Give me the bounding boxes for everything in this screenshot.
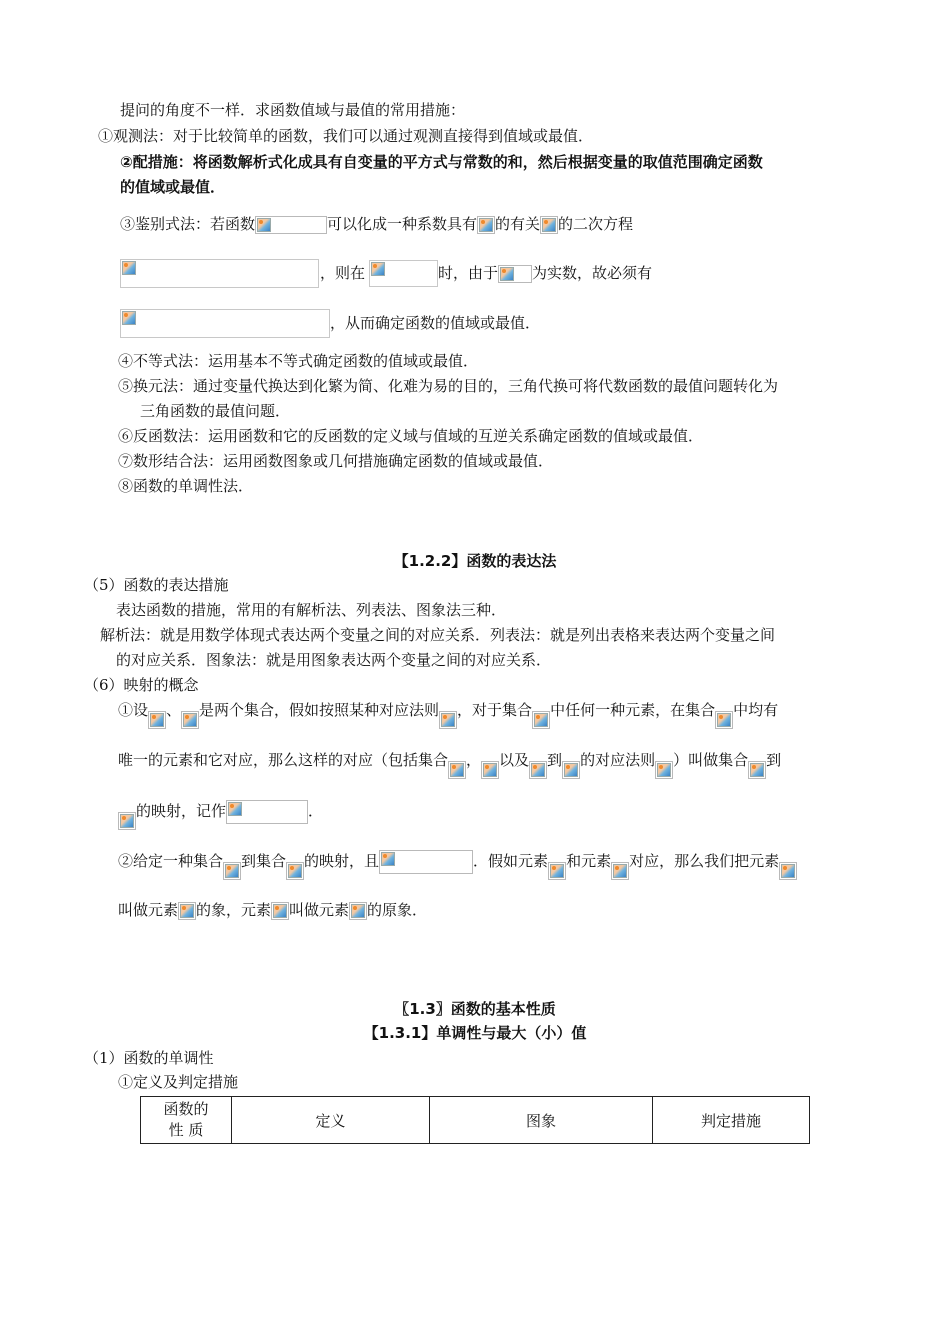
text-fragment: ．假如元素 [473,852,549,870]
text-fragment: 的映射，且 [304,852,380,870]
table-header-row [141,1097,810,1144]
text-fragment: ，对于集合 [457,701,533,719]
subsection-title-mapping: （6）映射的概念 [84,676,199,694]
range-intro: 提问的角度不一样．求函数值域与最值的常用措施： [120,101,466,119]
formula-image-icon [118,812,136,830]
formula-image-box [369,260,438,287]
method-discriminant-line2 [438,263,652,283]
mapping-def-line3 [118,800,323,830]
text-fragment: 以及 [499,751,530,769]
formula-image-icon [349,902,367,920]
text-fragment: 到 [547,751,563,769]
method-monotonic: ⑧函数的单调性法． [118,477,254,495]
text-fragment: 为实数，故必须有 [532,264,653,282]
text-fragment: 的象，元素 [196,901,272,919]
formula-image-icon [655,761,673,779]
formula-image-icon [611,862,629,880]
formula-image-icon [548,862,566,880]
formula-image-icon [779,862,797,880]
formula-image-icon [477,216,495,234]
paragraph-representation-2: 解析法：就是用数学体现式表达两个变量之间的对应关系．列表法：就是列出表格来表达两个变量之间 [100,626,776,644]
method-graph: ⑦数形结合法：运用函数图象或几何措施确定函数的值域或最值． [118,452,554,470]
section-heading-131: 【1.3.1】单调性与最大（小）值 [363,1024,587,1042]
text-fragment: 中均有 [733,701,779,719]
text-fragment: ③鉴别式法：若函数 [120,215,256,233]
table-header-text: 性 质 [168,1121,204,1139]
subsection-subtitle-definition: ①定义及判定措施 [118,1073,239,1091]
mapping-def-line2 [118,750,781,779]
text-fragment: 的二次方程 [558,215,634,233]
text-fragment: 和元素 [566,852,612,870]
formula-image-icon [439,711,457,729]
method-inverse: ⑥反函数法：运用函数和它的反函数的定义域与值域的互逆关系确定函数的值域或最值． [118,427,704,445]
text-fragment: ②给定一种集合 [118,852,224,870]
formula-image-icon [181,711,199,729]
method-inequality: ④不等式法：运用基本不等式确定函数的值域或最值． [118,352,479,370]
method-substitution-line2: 三角函数的最值问题． [140,402,291,420]
method-substitution-line1: ⑤换元法：通过变量代换达到化繁为简、化难为易的目的，三角代换可将代数函数的最值问题转化为 [118,377,779,395]
formula-image-icon [448,761,466,779]
table-header-text: 函数的 [163,1100,209,1118]
text-fragment: 可以化成一种系数具有 [327,215,478,233]
text-fragment: ． [308,802,324,820]
formula-image-icon [562,761,580,779]
paragraph-representation-3: 的对应关系．图象法：就是用图象表达两个变量之间的对应关系． [116,651,552,669]
formula-image-box [120,259,319,288]
subsection-title-monotonic: （1）函数的单调性 [84,1049,214,1067]
formula-image-icon [540,216,558,234]
formula-image-icon [223,862,241,880]
text-fragment: 到 [766,751,782,769]
formula-image-icon [370,261,388,279]
section-heading-122: 【1.2.2】函数的表达法 [393,552,557,570]
text-fragment: 的有关 [495,215,541,233]
formula-image-icon [255,216,327,234]
formula-image-icon [271,902,289,920]
table-header-graph: 图象 [430,1097,653,1144]
paragraph-representation-1: 表达函数的措施，常用的有解析法、列表法、图象法三种． [116,601,507,619]
method-discriminant-line1 [120,214,633,234]
formula-image-icon [379,850,473,874]
formula-image-icon [481,761,499,779]
section-heading-13: 〖1.3〗函数的基本性质 [394,1000,556,1018]
table-header-criteria: 判定措施 [653,1097,810,1144]
text-fragment: 唯一的元素和它对应，那么这样的对应（包括集合 [118,751,449,769]
method-completing-square-line1: ②配措施：将函数解析式化成具有自变量的平方式与常数的和，然后根据变量的取值范围确定函数 [120,153,763,171]
text-fragment: 叫做元素 [289,901,350,919]
mapping-def-line1 [118,700,778,729]
text-fragment: 是两个集合，假如按照某种对应法则 [199,701,440,719]
formula-image-icon [121,260,139,278]
formula-image-icon [148,711,166,729]
text-fragment: 时，由于 [438,264,499,282]
text-fragment: 到集合 [241,852,287,870]
formula-image-icon [286,862,304,880]
text-fragment: 、 [166,701,182,719]
text-fragment: 的对应法则 [580,751,656,769]
formula-image-icon [529,761,547,779]
method-discriminant-line3: ，从而确定函数的值域或最值． [330,314,541,332]
formula-image-icon [178,902,196,920]
formula-image-icon [748,761,766,779]
method-observation: ①观测法：对于比较简单的函数，我们可以通过观测直接得到值域或最值． [98,127,594,145]
formula-image-box [120,309,330,338]
formula-image-icon [532,711,550,729]
text-fragment: 叫做元素 [118,901,179,919]
table-header-definition: 定义 [232,1097,430,1144]
monotonicity-table [140,1096,810,1144]
text-fragment: 中任何一种元素，在集合 [550,701,716,719]
text-fragment: 的映射，记作 [136,802,227,820]
formula-image-icon [226,800,308,824]
subsection-title-representation: （5）函数的表达措施 [84,576,229,594]
image-def-line2 [118,900,427,920]
text-fragment: ）叫做集合 [673,751,749,769]
text-fragment: 对应，那么我们把元素 [629,852,780,870]
formula-image-icon [715,711,733,729]
text-fragment: ①设 [118,701,149,719]
method-completing-square-line2: 的值域或最值． [120,178,226,196]
text-fragment: 的原象． [367,901,428,919]
text-fragment: ， [466,751,482,769]
image-def-line1 [118,850,797,880]
text-fragment: ，则在 [320,264,366,282]
formula-image-icon [498,265,532,283]
table-header-property [141,1097,232,1144]
formula-image-icon [121,310,139,328]
